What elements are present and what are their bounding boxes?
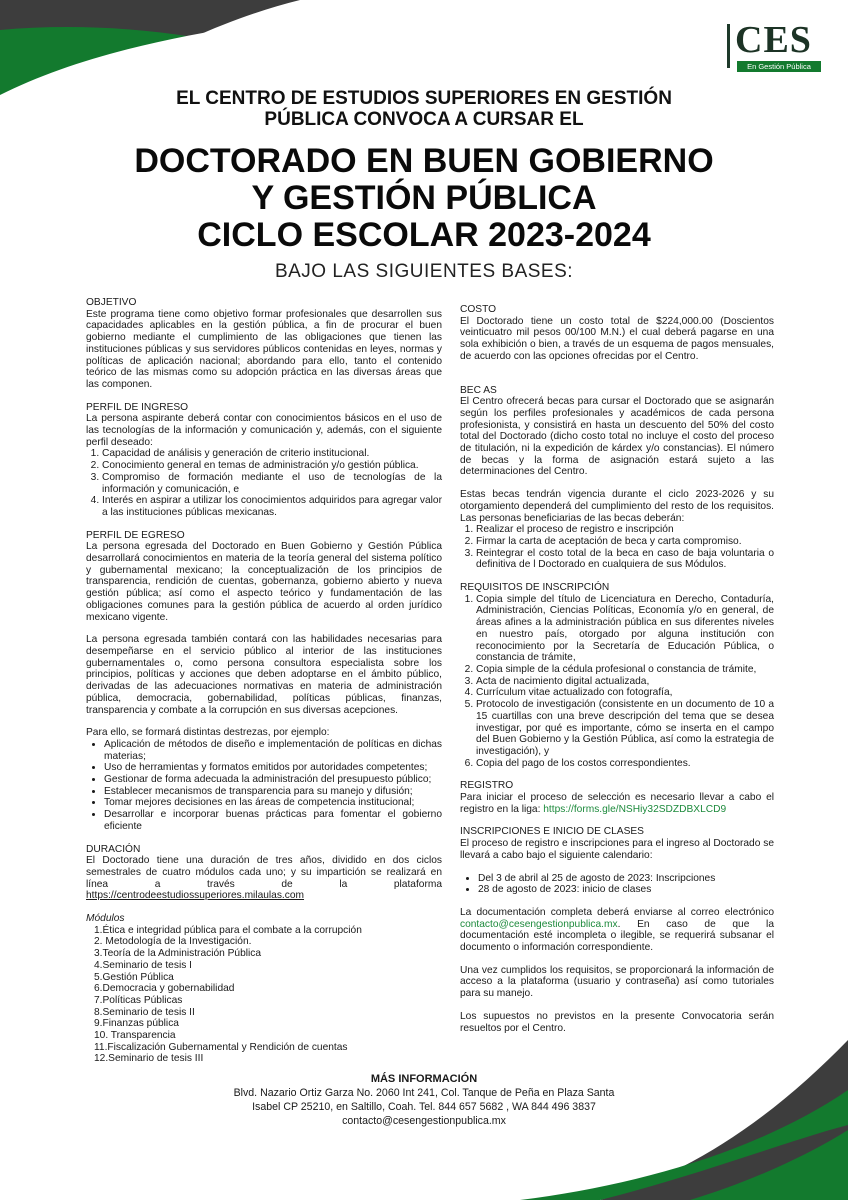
list-item: • Aplicación de métodos de diseño e implementación de políticas en dichas materias; (104, 739, 442, 762)
perfil-egreso-text-3: Para ello, se formará distintas destrezas, por ejemplo: (86, 727, 330, 739)
bases-heading: BAJO LAS SIGUIENTES BASES: (274, 261, 574, 282)
duracion-text-body: El Doctorado tiene una duración de tres años, dividido en dos ciclos semestrales de cuatro módulos cada uno; y su impartición se realizará en línea a través de la plataforma (86, 855, 442, 890)
list-item: 6.Democracia y gobernabilidad (94, 983, 235, 995)
footer-address-1: Blvd. Nazario Ortiz Garza No. 2060 Int 241, Col. Tanque de Peña en Plaza Santa (233, 1087, 615, 1099)
logo-text: CES (735, 19, 812, 61)
pre-title-line-1: EL CENTRO DE ESTUDIOS SUPERIORES EN GESTIÓN (176, 88, 672, 109)
inscripciones-text: El proceso de registro e inscripciones para el ingreso al Doctorado se llevará a cabo bajo el siguiente calendario: (460, 838, 774, 861)
ces-logo (727, 19, 823, 72)
list-item: 4.Seminario de tesis I (94, 959, 192, 971)
perfil-ingreso-heading: PERFIL DE INGRESO (86, 401, 189, 413)
list-item: • 28 de agosto de 2023: inicio de clases (478, 884, 774, 896)
list-item: 3. Reintegrar el costo total de la beca en caso de baja voluntaria o definitiva de l Doctorado en cualquiera de sus Módulos. (476, 548, 774, 571)
documentacion-text (460, 907, 774, 954)
registro-text-body: Para iniciar el proceso de selección es necesario llevar a cabo el registro en la liga: (460, 792, 774, 815)
footer-address-2: Isabel CP 25210, en Saltillo, Coah. Tel. 844 657 5682 , WA 844 496 3837 (252, 1101, 596, 1113)
section-inscripciones (460, 826, 774, 1034)
section-objetivo (86, 297, 442, 391)
footer (0, 1072, 848, 1128)
list-item: 7.Políticas Públicas (94, 994, 183, 1006)
duracion-heading: DURACIÓN (86, 843, 141, 855)
list-item: 2. Metodología de la Investigación. (94, 936, 252, 948)
list-item: • Desarrollar e incorporar buenas prácticas para fomentar el gobierno eficiente (104, 809, 442, 832)
list-item: 6. Copia del pago de los costos correspondientes. (476, 758, 774, 770)
perfil-egreso-text-1: La persona egresada del Doctorado en Buen Gobierno y Gestión Pública desarrollará conocimientos en materia de la teoría general del sistema político y gubernamental mexicano; la conceptualización de los principios de transparencia, rendición de cuentas, gobernanza, gobierno abierto y nueva gestión pública; así como el aspecto teórico y fundamentación de las obligaciones comunes para la gestión pública de acuerdo al orden jurídico mexicano vigente. (86, 541, 442, 623)
documentacion-text-a: La documentación completa deberá enviarse al correo electrónico (460, 906, 774, 918)
modulos-heading: Módulos (86, 913, 125, 925)
list-item: 4. Currículum vitae actualizado con fotografía, (476, 687, 774, 699)
list-item: 5.Gestión Pública (94, 971, 174, 983)
section-modulos (86, 913, 442, 1065)
objetivo-heading: OBJETIVO (86, 297, 137, 308)
main-title-line-1: DOCTORADO EN BUEN GOBIERNO (134, 142, 714, 180)
list-item: • Del 3 de abril al 25 de agosto de 2023: Inscripciones (478, 873, 774, 885)
perfil-egreso-heading: PERFIL DE EGRESO (86, 529, 185, 541)
list-item: 4. Interés en aspirar a utilizar los conocimientos adquiridos para agregar valor a las instituciones públicas mexicanas. (102, 495, 442, 518)
list-item: • Uso de herramientas y formatos emitidos por autoridades competentes; (104, 762, 442, 774)
list-item: • Gestionar de forma adecuada la administración del presupuesto público; (104, 774, 442, 786)
list-item: 2. Firmar la carta de aceptación de beca y carta compromiso. (476, 536, 774, 548)
section-costo (460, 304, 774, 363)
section-perfil-egreso (86, 530, 442, 833)
documentacion-text-b: . En caso de que la documentación esté incompleta o ilegible, se requerirá subsanar el documento o información correspondiente. (460, 918, 774, 954)
costo-text: El Doctorado tiene un costo total de $224,000.00 (Doscientos veinticuatro mil pesos 00/100 M.N.) el cual deberá pagarse en una sola exhibición o bien, a través de un esquema de pagos mensuales, de acuerdo con las opciones ofrecidas por el Centro. (460, 315, 774, 362)
list-item: 10. Transparencia (94, 1030, 176, 1042)
platform-link[interactable]: https://centrodeestudiossuperiores.milaulas.com (86, 890, 305, 902)
costo-heading: COSTO (460, 304, 497, 315)
becas-text-2: Estas becas tendrán vigencia durante el ciclo 2023-2026 y su otorgamiento dependerá del cumplimiento del resto de los requisitos. Las personas beneficiarias de las becas deberán: (460, 489, 774, 524)
requisitos-list (460, 594, 774, 770)
list-item: 1. Copia simple del título de Licenciatura en Derecho, Contaduría, Administración, Ciencias Políticas, Economía y/o en general, de áreas afines a la administración pública en sus diferentes niveles en nuestro país, otorgado por alguna institución con reconocimiento por la Secretaría de Educación Pública, o constancia de trámite, (476, 594, 774, 664)
calendario-list (460, 873, 774, 896)
list-item: 3. Compromiso de formación mediante el uso de tecnologías de la información y comunicación, e (102, 472, 442, 495)
footer-title: MÁS INFORMACIÓN (370, 1073, 478, 1085)
list-item: 9.Finanzas pública (94, 1018, 179, 1030)
section-perfil-ingreso (86, 402, 442, 519)
list-item: 3. Acta de nacimiento digital actualizada, (476, 676, 774, 688)
list-item: 5. Protocolo de investigación (consistente en un documento de 10 a 15 cuartillas con una breve descripción del tema que se desea investigar, por qué es importante, cómo se inserta en el campo del Buen Gobierno y la Gestión Pública, así como la estrategia de investigación), y (476, 699, 774, 758)
section-becas (460, 385, 774, 572)
registro-heading: REGISTRO (460, 780, 514, 792)
footer-email[interactable]: contacto@cesengestionpublica.mx (342, 1115, 506, 1127)
main-title (0, 143, 848, 254)
list-item: 1. Capacidad de análisis y generación de criterio institucional. (102, 448, 442, 460)
becas-list (460, 524, 774, 571)
contact-email-link[interactable]: contacto@cesengestionpublica.mx (460, 918, 618, 930)
list-item: • Tomar mejores decisiones en las áreas de competencia institucional; (104, 797, 442, 809)
section-duracion (86, 844, 442, 903)
list-item: 8.Seminario de tesis II (94, 1006, 195, 1018)
inscripciones-heading: INSCRIPCIONES E INICIO DE CLASES (460, 826, 644, 838)
requisitos-heading: REQUISITOS DE INSCRIPCIÓN (460, 582, 610, 594)
list-item: • Establecer mecanismos de transparencia para su manejo y difusión; (104, 786, 442, 798)
section-requisitos (460, 582, 774, 769)
pre-title-line-2: PÚBLICA CONVOCA A CURSAR EL (264, 109, 584, 130)
pre-title (0, 88, 848, 130)
list-item: 1.Ética e integridad pública para el combate a la corrupción (94, 924, 362, 936)
supuestos-text: Los supuestos no previstos en la presente Convocatoria serán resueltos por el Centro. (460, 1010, 774, 1034)
main-title-line-2: Y GESTIÓN PÚBLICA (251, 179, 597, 217)
left-column (86, 297, 442, 1065)
section-registro (460, 780, 774, 815)
perfil-ingreso-list (86, 448, 442, 518)
right-column (460, 304, 774, 1045)
list-item: 2. Copia simple de la cédula profesional o constancia de trámite, (476, 664, 774, 676)
duracion-text (86, 855, 442, 902)
destrezas-list (86, 739, 442, 833)
list-item: 2. Conocimiento general en temas de administración y/o gestión pública. (102, 460, 442, 472)
list-item: 3.Teoría de la Administración Pública (94, 948, 262, 960)
becas-text-1: El Centro ofrecerá becas para cursar el Doctorado que se asignarán según los perfiles profesionales y académicos de cada persona profesionista, y consistirá en hasta un descuento del 50% del costo total del Doctorado (dicho costo total no incluye el costo del proceso de titulación, ni la expedición de kárdex y/o constancias). El número de becas y la forma de asignación estará sujeto a las determinaciones del Centro. (460, 396, 774, 478)
modulos-list (86, 925, 442, 1065)
objetivo-text: Este programa tiene como objetivo formar profesionales que desarrollen sus capacidades aplicables en la gestión pública, a fin de procurar el buen gobierno mediante el cumplimiento de las obligaciones que tienen las instituciones públicas y sus servidores públicos contenidas en leyes, normas y políticas de aplicación nacional; abordando para ello, tanto el contenido teórico de las mismas como su adopción práctica en las diversas áreas que las componen. (86, 308, 442, 390)
registro-link[interactable]: https://forms.gle/NSHiy32SDZDBXLCD9 (543, 803, 727, 815)
becas-heading: BEC AS (460, 384, 497, 396)
perfil-egreso-text-2: La persona egresada también contará con las habilidades necesarias para desempeñarse en el servicio público al interior de las instituciones gubernamentales o, como persona consultora especialista sobre los principios, políticas y acciones que deben adoptarse en el ámbito público, derivadas de las adecuaciones normativas en materia de administración pública, democracia, gobernabilidad, políticas públicas, finanzas, transparencia y combate a la corrupción en sus diversas acepciones. (86, 634, 442, 716)
perfil-ingreso-text: La persona aspirante deberá contar con conocimientos básicos en el uso de las tecnologías de la información y comunicación y, además, con el siguiente perfil deseado: (86, 413, 442, 448)
logo-subtitle: En Gestión Pública (737, 61, 821, 72)
list-item: 12.Seminario de tesis III (94, 1053, 204, 1065)
registro-text (460, 792, 774, 815)
logo-bar (727, 24, 730, 68)
main-title-line-3: CICLO ESCOLAR 2023-2024 (197, 216, 651, 254)
list-item: 1. Realizar el proceso de registro e inscripción (476, 524, 774, 536)
acceso-text: Una vez cumplidos los requisitos, se proporcionará la información de acceso a la plataforma (usuario y contraseña) así como tutoriales para su manejo. (460, 964, 774, 1000)
list-item: 11.Fiscalización Gubernamental y Rendición de cuentas (94, 1041, 348, 1053)
